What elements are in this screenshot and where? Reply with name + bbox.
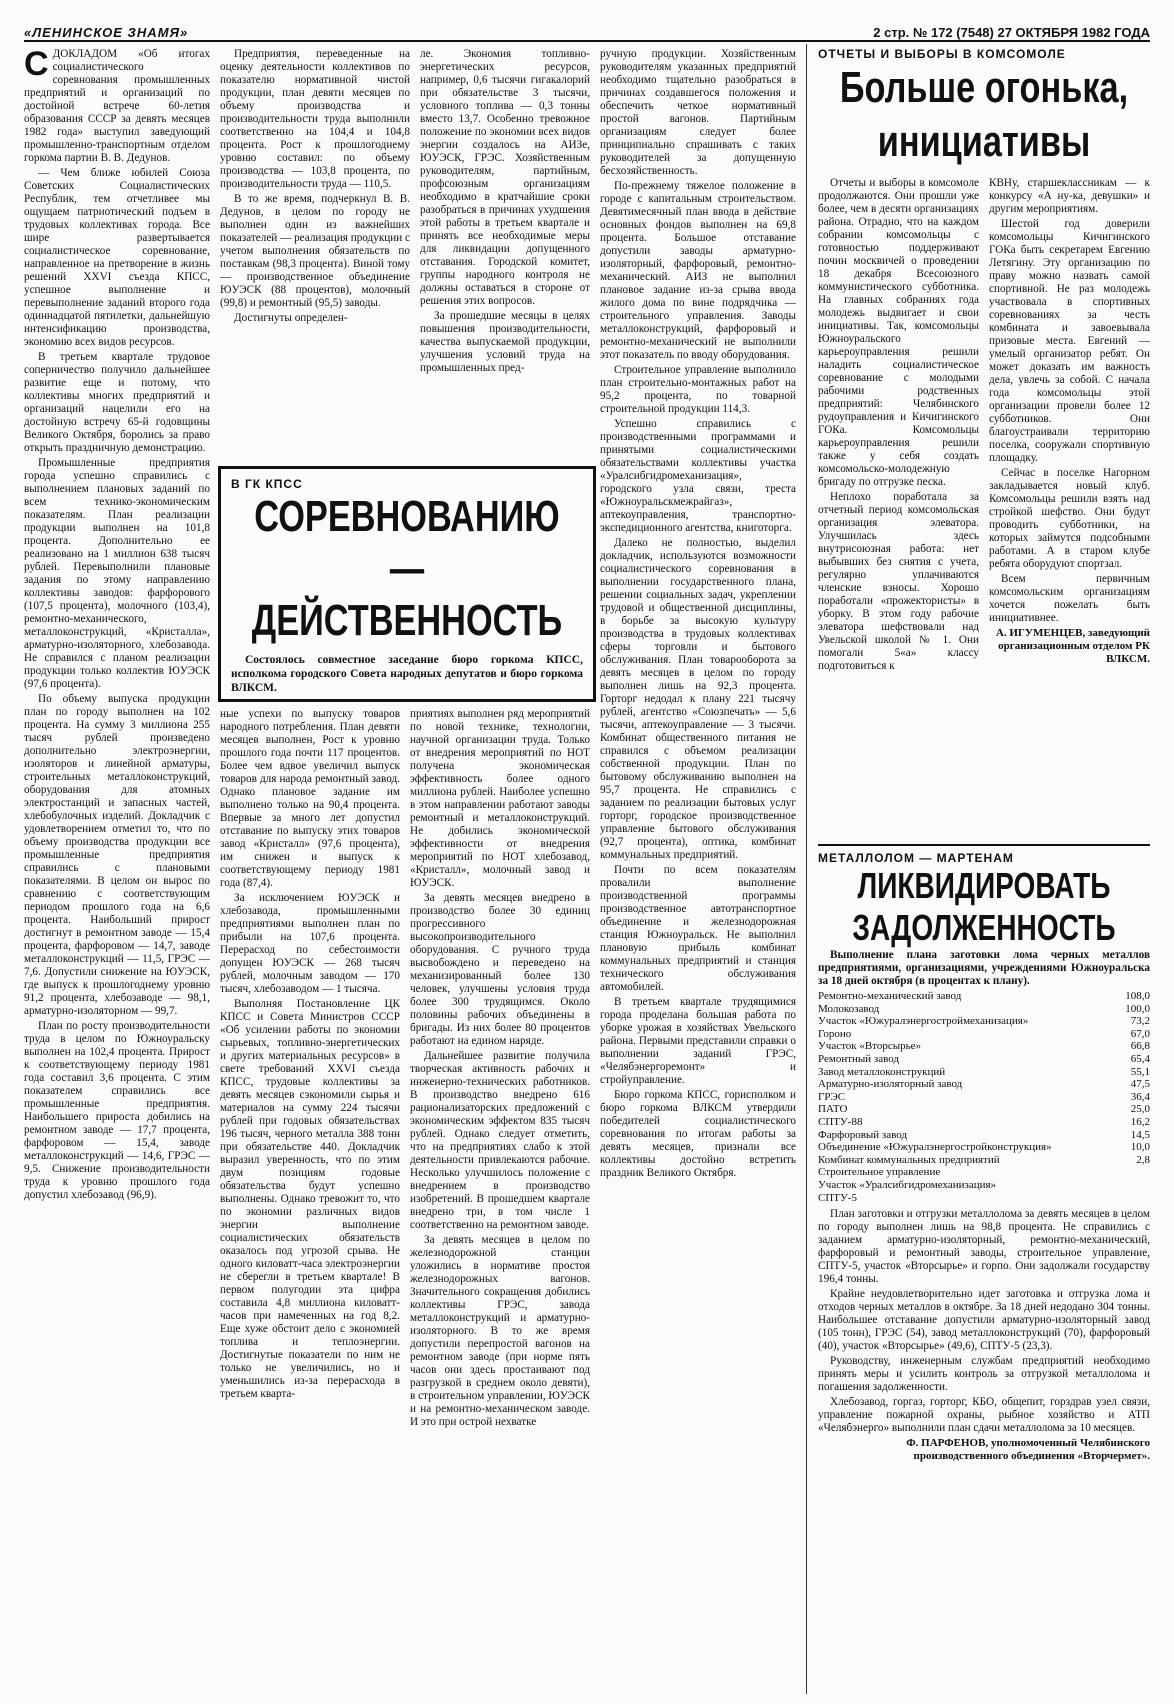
author-signature: А. ИГУМЕНЦЕВ, заведующий организационным отделом РК ВЛКСМ. <box>995 627 1150 665</box>
newspaper-name: «ЛЕНИНСКОЕ ЗНАМЯ» <box>24 25 189 40</box>
table-row <box>818 1003 1150 1016</box>
table-row <box>818 1103 1150 1116</box>
percent-value: 47,5 <box>1130 1078 1150 1091</box>
scrap-headline: ЛИКВИДИРОВАТЬ ЗАДОЛЖЕННОСТЬ <box>852 865 1116 948</box>
percent-value: 36,4 <box>1130 1090 1150 1103</box>
article-paragraph: Успешно справились с производственными программами и принятыми социалистическими обязательствами коллективы участка «Уралсибгидромеханизация», городского узла связи, треста «Южноуральскмежрайгаз», аптекоуправления, транспортно-экспедиционного агентства, книготорга. <box>600 418 796 534</box>
main-article-column-1 <box>24 48 210 1698</box>
percent-value: 108,0 <box>1125 990 1150 1002</box>
article-paragraph: Достигнуты определен- <box>234 312 348 324</box>
percent-value: 10,0 <box>1130 1141 1150 1154</box>
article-paragraph: Руководству, инженерным службам предприятий необходимо принять меры и усилить контроль за отгрузкой металлолома и погашения задолженности. <box>818 1355 1150 1394</box>
main-article-column-4 <box>600 48 796 1698</box>
scrap-table <box>818 990 1150 1204</box>
percent-value <box>1106 1166 1150 1179</box>
main-article-column-2-bottom <box>220 708 400 1698</box>
main-article-column-3-bottom <box>410 708 590 1698</box>
organization-name: Комбинат коммунальных предприятий <box>818 1153 1000 1166</box>
column-divider <box>806 44 807 1694</box>
headline-box <box>218 466 596 702</box>
table-row <box>818 1179 1150 1192</box>
article-paragraph: ные успехи по выпуску товаров народного потребления. План девяти месяцев выполнен, Рост к уровню прошлого года почти 117 процентов. Более чем вдвое увеличил выпуск товаров для народа ремонтный завод. Однако плановое задание им выполнено только на 90,4 процента. Впервые за много лет допустил отставание по выпуску этих товаров завод «Кристалл» (97,6 процента), им снижен и выпуск к соответствующему периоду 1981 года (87,4). <box>220 708 400 889</box>
percent-value: 65,4 <box>1130 1052 1150 1065</box>
main-article-column-3-top <box>420 48 590 448</box>
organization-name: ГРЭС <box>818 1090 846 1103</box>
article-paragraph: — Чем ближе юбилей Союза Советских Социалистических Республик, тем отчетливее мы ощущаем патриотический подъем в трудовых коллективах города. Все шире развертывается социалистическое соревнование, направленное на претворение в жизнь решений XXVI съезда КПСС, успешное выполнение и перевыполнение заданий второго года одиннадцатой пятилетки, дальнейшую интенсификацию производства, экономию всех видов ресурсов. <box>24 167 210 348</box>
author-signature: Ф. ПАРФЕНОВ, уполномоченный Челябинского производственного объединения «Вторчермет». <box>906 1437 1150 1463</box>
table-row <box>818 990 1150 1003</box>
article-paragraph: По-прежнему тяжелое положение в городе с капитальным строительством. Девятимесячный план ввода в действие основных фондов выполнен на 69,8 процента. Большое отставание допустили заводы арматурно-изоляторный, фарфоровый, ремонтно-механический. АИЗ не выполнил плановое задание из-за срыва ввода жилого дома по вине подрядчика — строительного управления. Заводы металлоконструкций, фарфоровый и ремонтно-механический не выполнили этот показатель по вводу оборудования. <box>600 180 796 361</box>
article-paragraph: Далеко не полностью, выделил докладчик, используются возможности социалистического соревнования в выполнении государственного плана, решении социальных задач, укреплении трудовой и общественной дисциплины, в борьбе за высокую культуру производства в трудовых коллективах сферы торговли и бытового обслуживания. План товарооборота за девять месяцев в целом по городу выполнен лишь на 92,3 процента. Горторг недодал к плану 221 тысячу рублей, агентство «Союзпечать» — 5,6 тысячи, аптекоуправление — 3 тысячи. Комбинат общественного питания не справился с объемом реализации собственной продукции. План по бытовому обслуживанию выполнен на 95,7 процента. Не справились с заданием по реализации бытовых услуг горторг, городское производственное управление бытового обслуживания (92,7 процента), оптика, комбинат коммунальных предприятий. <box>600 537 796 861</box>
table-row <box>818 1141 1150 1154</box>
article-paragraph: По объему выпуска продукции план по городу выполнен на 102 процента. На сумму 3 миллиона 255 тысяч рублей произведено дополнительно электроэнергии, изоляторов и линейной арматуры, строительных металлоконструкций, оборудования для атомных электростанций и запасных частей, хлебобулочных изделий. Докладчик с удовлетворением отметил то, что по объему производства продукции все промышленные предприятия справились с плановыми показателями. В целом он вырос по сравнению с соответствующим периодом прошлого года на 6,6 процента. Наибольший прирост достигнут в ремонтном заводе — 15,4 процента, фарфоровом — 14,7, заводе металлоконструкций — 11,5, ГРЭС — 7,6. Допустили снижение на ЮУЭСК, где выпуск к прошлогоднему уровню 91,2 процента, хлебозаводе — 98,1, арматурно-изоляторном — 99,7. <box>24 693 210 1017</box>
percent-value: 16,2 <box>1130 1115 1150 1128</box>
article-paragraph: Дальнейшее развитие получила творческая активность рабочих и инженерно-технических работников. В производство внедрено 616 рационализаторских предложений с экономическим эффектом 835 тысяч рублей. Однако следует отметить, что на предприятиях слабо к этой деятельности привлекаются рабочие. Несколько улучшилось положение с внедрением в производство изобретений. В прошедшем квартале внедрено три, в том числе 1 соответственно на ремонтном заводе. <box>410 1050 590 1231</box>
table-row <box>818 1040 1150 1053</box>
article-paragraph: Отчеты и выборы в комсомоле продолжаются. Они прошли уже более, чем в десяти организациях района. Отрадно, что на каждом собрании комсомольцы с готовностью поддерживают почин москвичей о проведении 18 декабря Всесоюзного коммунистического субботника. На главных собраниях года молодежь выдвигает и свои инициативы. Так, комсомольцы Южноуральского карьероуправления решили наладить социалистическое соревнование с молодыми рабочими родственных предприятий: Челябинского рудоуправления и Кичигинского ГОКа. Комсомольцы карьероуправления решили также у себя создать комсомольско-молодежную бригаду по отгрузке песка. <box>818 177 979 488</box>
organization-name: Объединение «Южуралэнергостройконструкция» <box>818 1141 1052 1154</box>
article-paragraph: За девять месяцев внедрено в производство более 30 единиц прогрессивного высокопроизводительного оборудования. С ручного труда высвобождено и переведено на механизированный более 130 человек, улучшены условия труда более 300 трудящимся. Около половины рабочих объединены в бригады. Из них более 80 процентов работают на едином наряде. <box>410 892 590 1047</box>
article-paragraph: Строительное управление выполнило план строительно-монтажных работ на 95,2 процента, по товарной строительной продукции 114,3. <box>600 364 796 415</box>
table-row <box>818 1166 1150 1179</box>
article-paragraph: СДОКЛАДОМ «Об итогах социалистического соревнования промышленных предприятий и организаций по достойной встрече 60-летия образования СССР за девять месяцев 1982 года» выступил заведующий промышленно-транспортным отделом горкома партии В. В. Дедунов. <box>24 48 210 164</box>
article-paragraph: План по росту производительности труда в целом по Южноуральску выполнен на 102,4 процента. Прирост к соответствующему периоду 1981 года составил 3,6 процента. С этим показателем справились все промышленные предприятия. Наибольшего прироста добились на ремонтном заводе — 17,7 процента, фарфоровом — 15,4, заводе металлоконструкций — 14,6, ГРЭС — 9,5. Снижение производительности труда к уровню прошлого года допустил хлебозавод (96,9). <box>24 1020 210 1201</box>
article-paragraph: В третьем квартале трудящимися города проделана большая работа по уборке урожая в хозяйствах Увельского района. Первыми представили справки о выполнении заданий ГРЭС, «Челябэнергоремонт» и стройуправление. <box>600 996 796 1086</box>
article-paragraph: ручную продукции. Хозяйственным руководителям указанных предприятий необходимо тщательно разобраться в причинах создавшегося положения и обеспечить четкое нормативный простой вагонов. Партийным организациям следует более принципиально спрашивать с таких руководителей за допущенную бесхозяйственность. <box>600 48 796 177</box>
article-paragraph: Выполняя Постановление ЦК КПСС и Совета Министров СССР «Об усилении работы по экономии сырьевых, топливно-энергетических и других материальных ресурсов» в свете требований XXVI съезда КПСС, трудовые коллективы за девять месяцев сэкономили сырья и материалов на сумму 224 тысячи рублей при годовых обязательствах 196 тысяч, черного металла 388 тонн при обязательстве 440. Докладчик выразил уверенность, что по этим двум позициям годовые обязательства будут успешно выполнены. Однако тревожит то, что по экономии различных видов энергии выполнение социалистических обязательств оказалось под угрозой срыва. Не одного киловатт-часа электроэнергии не сберегли в третьем квартале! В первом полугодии эта цифра составила 4,8 миллиона киловатт-часов при намеченных на год 8,2. Еще хуже обстоит дело с экономией топлива и теплоэнергии. Достигнутые показатели по ним не только не увеличились, но и уменьшились из-за перерасхода в третьем кварта- <box>220 998 400 1400</box>
article-paragraph: КВНу, старшеклассникам — к конкурсу «А ну-ка, девушки» и другим мероприятиям. <box>989 177 1150 215</box>
issue-info: 2 стр. № 172 (7548) 27 ОКТЯБРЯ 1982 ГОДА <box>873 25 1150 40</box>
lead-paragraph: Состоялось совместное заседание бюро горкома КПСС, исполкома городского Совета народных депутатов и бюро горкома ВЛКСМ. <box>231 654 583 694</box>
organization-name: Гороно <box>818 1027 852 1040</box>
article-paragraph: ле. Экономия топливно-энергетических ресурсов, например, 0,6 тысячи гигакалорий при обязательстве 3 тысячи, условного топлива — 0,3 тонны вместо 13,7. Особенно тревожное положение по экономии всех видов энергии создалось на АИЗе, ЮУЭСК, ГРЭС. Хозяйственным руководителям, партийным, профсоюзным организациям необходимо в кратчайшие сроки разобраться в причинах ухудшения этой работы в третьем квартале и принять все необходимые меры для ликвидации допущенного отставания. Городской комитет, группы народного контроля не должны оставаться в стороне от решения этих вопросов. <box>420 48 590 307</box>
article-paragraph: План заготовки и отгрузки металлолома за девять месяцев в целом по городу выполнен лишь на 98,8 процента. Не справились с заданием арматурно-изоляторный, ремонтно-механический, фарфоровый и ремонтный заводы, строительное управление, СПТУ-5, участок «Вторсырье» и горпо. Они задолжали государству 196,4 тонны. <box>818 1208 1150 1286</box>
percent-value: 14,5 <box>1130 1128 1150 1141</box>
table-row <box>818 1078 1150 1091</box>
komsomol-article <box>818 48 1150 838</box>
organization-name: Ремонтно-механический завод <box>818 990 962 1002</box>
table-row <box>818 1091 1150 1104</box>
article-paragraph: За исключением ЮУЭСК и хлебозавода, промышленными предприятиями выполнен план по прибыли на 107,6 процента. Перерасход по себестоимости допущен ЮУЭСК — 268 тысяч рублей, молочным заводом — 170 тысяч, хлебозаводом — 1 тысяча. <box>220 892 400 995</box>
percent-value: 67,0 <box>1130 1027 1150 1040</box>
table-row <box>818 1028 1150 1041</box>
article-paragraph: Сейчас в поселке Нагорном закладывается новый клуб. Комсомольцы решили взять над стройкой шефство. Они будут проводить субботники, на которых займутся подсобными работами. А в старом клубе ребята оборудуют спортзал. <box>989 467 1150 570</box>
komsomol-headline: Больше огонька, инициативы <box>839 63 1129 166</box>
komsomol-column-right <box>989 177 1150 675</box>
section-rubric: ОТЧЕТЫ И ВЫБОРЫ В КОМСОМОЛЕ <box>818 48 1066 61</box>
article-paragraph: приятиях выполнен ряд мероприятий по новой технике, технологии, научной организации труда. Только от внедрения мероприятий по НОТ получена экономическая эффективность более одного миллиона рублей. Наиболее успешно в этом направлении работают заводы ремонтный и металлоконструкций. Не добились экономической эффективности от внедрения мероприятий по НОТ хлебозавод, «Кристалл», молочный завод и ЮУЭСК. <box>410 708 590 889</box>
article-paragraph: В то же время, подчеркнул В. В. Дедунов, в целом по городу не выполнен один из важнейших показателей — реализация продукции с учетом выполнения обязательств по поставкам (98,3 процента). Виной тому — производственное объединение ЮУЭСК (88 процентов), молочный (99,8) и ремонтный (95,5) заводы. <box>220 193 410 309</box>
main-article-column-2-top <box>220 48 410 448</box>
organization-name: Участок «Южуралэнергостроймеханизация» <box>818 1015 1029 1028</box>
article-paragraph: Промышленные предприятия города успешно справились с выполнением плановых заданий по всем технико-экономическим показателям. План реализации продукции выполнен на 101,8 процента. Дополнительно ее реализовано на 1 миллион 638 тысяч рублей. Перевыполнили плановые задания по этому направлению коллективы заводов: фарфорового (107,5 процента), молочного (103,4), ремонтно-механического, металлоконструкций, «Кристалла», арматурно-изоляторного, хлебозавода. Не справился с планом реализации продукции только коллектив ЮУЭСК (97,6 процента). <box>24 457 210 690</box>
article-paragraph: Почти по всем показателям провалили выполнение производственной программы производственное автотранспортное объединение и железнодорожная станция Южноуральск. Не выполнил плановую прибыль комбинат коммунальных предприятий и станция технического обслуживания автомобилей. <box>600 864 796 993</box>
organization-name: Арматурно-изоляторный завод <box>818 1078 963 1091</box>
table-row <box>818 1116 1150 1129</box>
percent-value: 73,2 <box>1130 1015 1150 1028</box>
drop-cap: С <box>24 48 49 83</box>
article-paragraph: Шестой год доверили комсомольцы Кичигинского ГОКа быть секретарем Евгению Летягину. Эту организацию по праву можно назвать самой спортивной. Не раз молодежь участвовала в спортивных соревнованиях за честь комбината и завоевывала призовые места. Евгений — умелый организатор ребят. Он может доказать им важность дела, увлечь за собой. С начала года комсомольцы этой организации провели более 12 субботников. Они благоустраивали территорию поселка, сооружали спортивную площадку. <box>989 218 1150 464</box>
scrap-article <box>818 838 1150 1696</box>
komsomol-column-left <box>818 177 979 675</box>
percent-value <box>1106 1192 1150 1205</box>
table-row <box>818 1129 1150 1142</box>
organization-name: Участок «Вторсырье» <box>818 1040 922 1053</box>
percent-value: 25,0 <box>1130 1103 1150 1116</box>
table-row <box>818 1192 1150 1205</box>
organization-name: Участок «Уралсибгидромеханизация» <box>818 1178 997 1191</box>
organization-name: СПТУ-88 <box>818 1115 863 1128</box>
article-paragraph: Крайне неудовлетворительно идет заготовка и отгрузка лома и отходов черных металлов в октябре. За 18 дней недодано 304 тонны. Наибольшее отставание допустили арматурно-изоляторный завод (105 тонн), ГРЭС (54), завод металлоконструкций (70), фарфоровый (40), участок «Вторсырье» (49,6), СПТУ-5 (23,3). <box>818 1288 1150 1353</box>
percent-value: 2,8 <box>1136 1153 1150 1166</box>
section-divider <box>818 844 1150 846</box>
percent-value: 55,1 <box>1130 1065 1150 1078</box>
article-paragraph: За девять месяцев в целом по железнодорожной станции уложились в нормативе простоя железнодорожных вагонов. Значительного сокращения добились коллективы ГРЭС, завода металлоконструкций и арматурно-изоляторного. В то же время допустили перепростой вагонов на ремонтном заводе (при норме пять часов они здесь простаивают под разгрузкой в среднем около девяти), в строительном управлении, ЮУЭСК и на ремонтно-механическом заводе. И это при острой нехватке <box>410 1234 590 1428</box>
lead-paragraph: Выполнение плана заготовки лома черных металлов предприятиями, организациями, учреждениями Южноуральска за 18 дней октября (в процентах к плану). <box>818 949 1150 987</box>
main-headline: СОРЕВНОВАНИЮ — ДЕЙСТВЕННОСТЬ <box>251 492 563 645</box>
table-row <box>818 1053 1150 1066</box>
table-row <box>818 1154 1150 1167</box>
article-paragraph: Предприятия, переведенные на оценку деятельности коллективов по показателю нормативной чистой продукции, план девяти месяцев по объему производства и производительности труда выполнили соответственно на 104,4 и 104,8 процента. Рост к прошлогоднему уровню составил: по объему производства — 103,8 процента, по производительности труда — 110,5. <box>220 48 410 190</box>
komsomol-body <box>818 177 1150 675</box>
organization-name: Фарфоровый завод <box>818 1128 908 1141</box>
scrap-body <box>818 1208 1150 1435</box>
article-paragraph: Хлебозавод, горгаз, горторг, КБО, общепит, горздрав узел связи, управление пожарной охраны, рыбное хозяйство и АТП «Челябэнерго» выполнили план сдачи металлолома за 10 месяцев. <box>818 1396 1150 1435</box>
article-paragraph: Неплохо поработала за отчетный период комсомольская организация элеватора. Улучшилась здесь внутрисоюзная работа: нет выбывших без снятия с учета, регулярно уплачиваются членские взносы. Хорошо поработали «прожектористы» в уборку. В этом году рабочие элеватора шефствовали над Увельской школой № 1. Они помогали 5«а» классу подготовиться к <box>818 491 979 672</box>
organization-name: Строительное управление <box>818 1166 941 1179</box>
organization-name: Ремонтный завод <box>818 1052 900 1065</box>
organization-name: Молокозавод <box>818 1002 880 1015</box>
article-paragraph: За прошедшие месяцы в целях повышения производительности, качества выпускаемой продукции, улучшения условий труда на промышленных пред- <box>420 310 590 374</box>
percent-value <box>1106 1179 1150 1192</box>
organization-name: Завод металлоконструкций <box>818 1065 946 1078</box>
article-paragraph: Всем первичным комсомольским организациям хочется пожелать быть инициативнее. <box>989 573 1150 624</box>
article-paragraph: В третьем квартале трудовое соперничество получило дальнейшее развитие еще и потому, что коллективы многих предприятий и организаций нацелили его на достойную встречу 65-й годовщины Великого Октября, боролись за право открыть праздничную демонстрацию. <box>24 351 210 454</box>
table-row <box>818 1066 1150 1079</box>
organization-name: СПТУ-5 <box>818 1191 857 1204</box>
section-rubric: МЕТАЛЛОЛОМ — МАРТЕНАМ <box>818 851 1014 865</box>
percent-value: 100,0 <box>1125 1002 1150 1015</box>
organization-name: ПАТО <box>818 1103 848 1116</box>
table-row <box>818 1015 1150 1028</box>
section-rubric: В ГК КПСС <box>231 477 303 491</box>
article-paragraph: Бюро горкома КПСС, горисполком и бюро горкома ВЛКСМ утвердили победителей социалистического соревнования по итогам работы за девять месяцев, признали все коллективы достойно встретить праздник Великого Октября. <box>600 1089 796 1179</box>
percent-value: 66,8 <box>1130 1040 1150 1053</box>
masthead <box>24 18 1150 42</box>
